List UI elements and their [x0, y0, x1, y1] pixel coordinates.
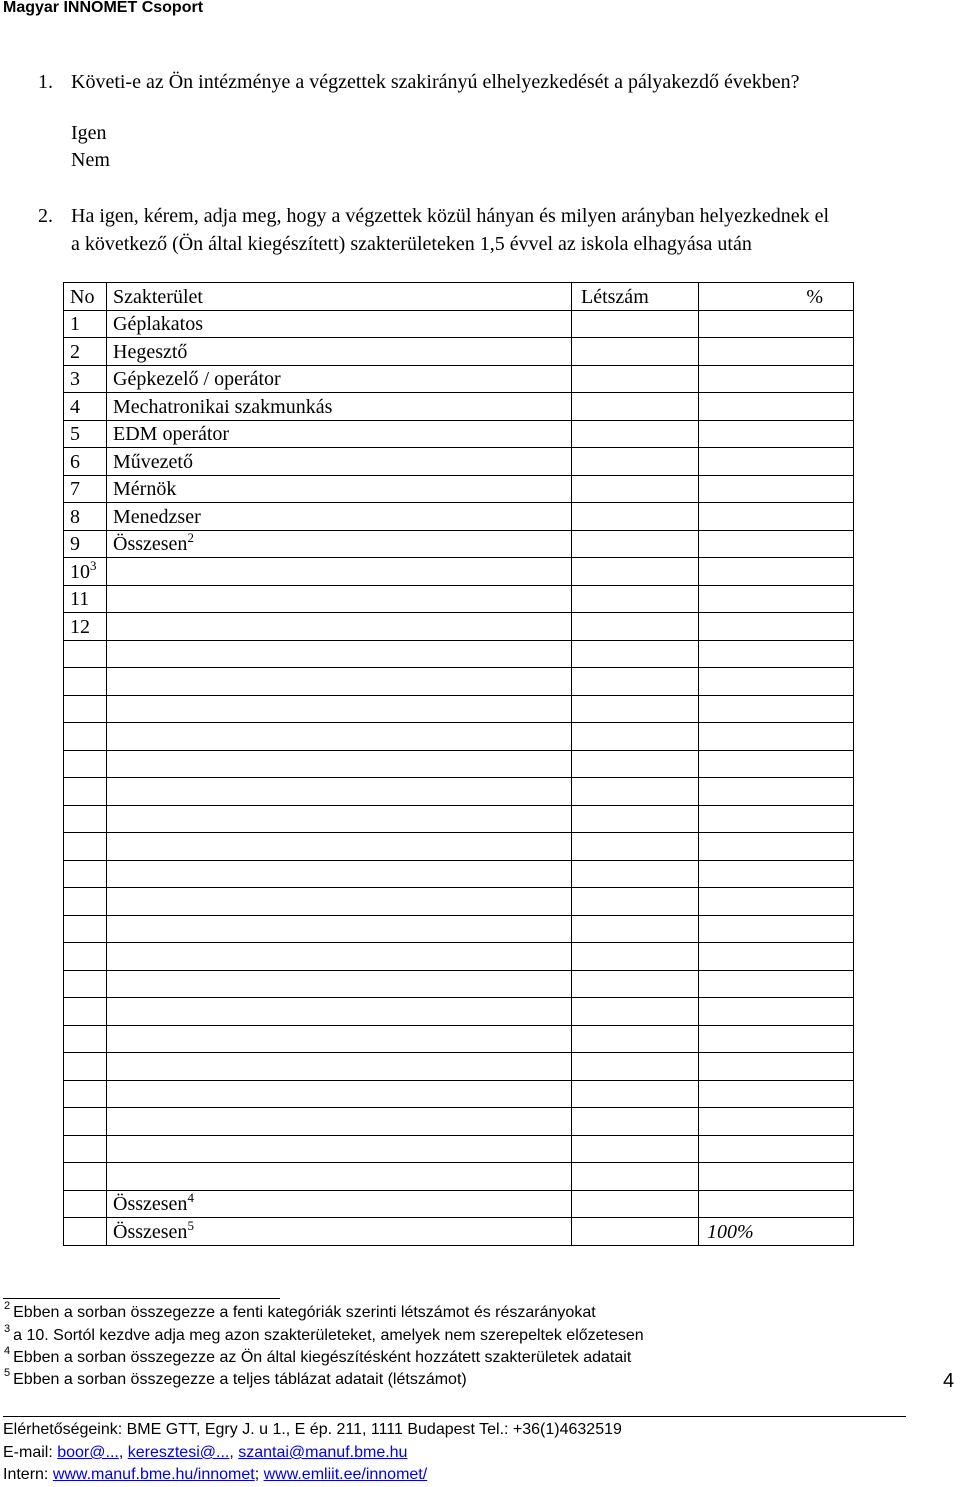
table-row	[64, 310, 854, 338]
row-number-text: 11	[70, 588, 90, 610]
footnote-mark: 5	[4, 1367, 11, 1379]
empty-count-cell[interactable]	[572, 805, 699, 833]
empty-percent-cell[interactable]	[699, 1163, 854, 1191]
empty-percent-cell[interactable]	[699, 888, 854, 916]
empty-count-cell[interactable]	[572, 1108, 699, 1136]
total-number-cell	[64, 1218, 107, 1246]
page-number: 4	[943, 1370, 955, 1392]
row-number	[64, 338, 107, 366]
empty-field-cell[interactable]	[107, 1163, 572, 1191]
organization-header: Magyar INNOMET Csoport	[3, 0, 204, 16]
question-number: 1.	[38, 71, 53, 93]
empty-row	[64, 668, 854, 696]
empty-row	[64, 1135, 854, 1163]
empty-row	[64, 1053, 854, 1081]
email-link-keresztesi[interactable]: keresztesi@...	[127, 1444, 230, 1461]
empty-field-cell[interactable]	[107, 1053, 572, 1081]
empty-number-cell[interactable]	[64, 695, 107, 723]
table-row	[64, 503, 854, 531]
empty-number-cell[interactable]	[64, 750, 107, 778]
empty-number-cell[interactable]	[64, 1135, 107, 1163]
empty-number-cell[interactable]	[64, 668, 107, 696]
empty-field-cell[interactable]	[107, 1025, 572, 1053]
empty-count-cell[interactable]	[572, 640, 699, 668]
empty-number-cell[interactable]	[64, 1108, 107, 1136]
empty-count-cell[interactable]	[572, 1053, 699, 1081]
empty-row	[64, 833, 854, 861]
empty-count-cell[interactable]	[572, 668, 699, 696]
row-field	[107, 475, 572, 503]
empty-percent-cell[interactable]	[699, 833, 854, 861]
empty-field-cell[interactable]	[107, 805, 572, 833]
row-percent-cell[interactable]	[699, 530, 854, 558]
row-number	[64, 365, 107, 393]
row-number	[64, 503, 107, 531]
empty-count-cell[interactable]	[572, 1025, 699, 1053]
row-number-text: 7	[70, 478, 80, 500]
row-percent-cell[interactable]	[699, 613, 854, 641]
row-number	[64, 585, 107, 613]
empty-number-cell[interactable]	[64, 778, 107, 806]
empty-percent-cell[interactable]	[699, 915, 854, 943]
empty-count-cell[interactable]	[572, 778, 699, 806]
footnote-ref: 5	[187, 1217, 194, 1233]
empty-row	[64, 998, 854, 1026]
table-row	[64, 585, 854, 613]
empty-row	[64, 1080, 854, 1108]
empty-field-cell[interactable]	[107, 723, 572, 751]
empty-row	[64, 695, 854, 723]
footer-emails: E-mail: boor@..., keresztesi@..., szantai@manuf.bme.hu	[3, 1444, 408, 1461]
row-count-cell[interactable]	[572, 448, 699, 476]
empty-count-cell[interactable]	[572, 943, 699, 971]
footnote-mark: 4	[4, 1345, 11, 1357]
option-yes: Igen	[71, 122, 107, 144]
empty-field-cell[interactable]	[107, 640, 572, 668]
row-number	[64, 393, 107, 421]
email-link-boor[interactable]: boor@...	[57, 1444, 119, 1461]
empty-percent-cell[interactable]	[699, 970, 854, 998]
empty-percent-cell[interactable]	[699, 1080, 854, 1108]
total-label	[107, 1190, 572, 1218]
question-text-line-1: Ha igen, kérem, adja meg, hogy a végzettek közül hányan és milyen arányban helyezkednek el	[71, 205, 830, 227]
empty-count-cell[interactable]	[572, 860, 699, 888]
empty-field-cell[interactable]	[107, 998, 572, 1026]
empty-number-cell[interactable]	[64, 970, 107, 998]
table-row	[64, 475, 854, 503]
email-link-szantai[interactable]: szantai@manuf.bme.hu	[238, 1444, 408, 1461]
empty-row	[64, 970, 854, 998]
row-percent-cell[interactable]	[699, 503, 854, 531]
row-field	[107, 365, 572, 393]
empty-field-cell[interactable]	[107, 888, 572, 916]
footnote-mark: 2	[4, 1300, 11, 1312]
footer-separator	[3, 1416, 906, 1417]
empty-number-cell[interactable]	[64, 805, 107, 833]
row-field	[107, 420, 572, 448]
empty-percent-cell[interactable]	[699, 695, 854, 723]
empty-field-cell[interactable]	[107, 778, 572, 806]
row-number-text: 10	[70, 560, 90, 583]
total-label-text: Összesen	[113, 1220, 188, 1243]
footnote	[4, 1367, 467, 1389]
row-count-cell[interactable]	[572, 613, 699, 641]
row-percent-cell[interactable]	[699, 585, 854, 613]
row-number	[64, 475, 107, 503]
footnote	[4, 1323, 644, 1345]
empty-percent-cell[interactable]	[699, 1135, 854, 1163]
question-number: 2.	[38, 205, 53, 227]
total-percent	[699, 1190, 854, 1218]
question-text: Követi-e az Ön intézménye a végzettek szakirányú elhelyezkedését a pályakezdő években?	[71, 71, 800, 93]
row-field-text: Művezető	[113, 450, 193, 473]
footnote-separator	[3, 1298, 280, 1299]
footnote-text: Ebben a sorban összegezze az Ön által kiegészítésként hozzátett szakterületek adatait	[13, 1349, 632, 1366]
row-number-text: 6	[70, 450, 80, 473]
row-percent-cell[interactable]	[699, 338, 854, 366]
empty-field-cell[interactable]	[107, 970, 572, 998]
empty-field-cell[interactable]	[107, 750, 572, 778]
footnote-ref: 3	[90, 557, 97, 573]
total-label-text: Összesen	[113, 1193, 188, 1215]
footnote-ref: 4	[187, 1190, 194, 1205]
row-number	[64, 530, 107, 558]
row-count-cell[interactable]	[572, 365, 699, 393]
option-no: Nem	[71, 149, 110, 171]
empty-field-cell[interactable]	[107, 1108, 572, 1136]
empty-field-cell[interactable]	[107, 833, 572, 861]
email-label: E-mail:	[3, 1444, 58, 1461]
row-count-cell[interactable]	[572, 393, 699, 421]
empty-row	[64, 778, 854, 806]
row-field-text: Mérnök	[113, 478, 177, 500]
empty-number-cell[interactable]	[64, 860, 107, 888]
survey-table	[63, 282, 854, 1246]
row-number-text: 9	[70, 533, 80, 555]
empty-number-cell[interactable]	[64, 915, 107, 943]
row-percent-cell[interactable]	[699, 420, 854, 448]
empty-count-cell[interactable]	[572, 750, 699, 778]
total-percent: 100%	[699, 1218, 854, 1246]
header-field: Szakterület	[107, 283, 572, 311]
empty-percent-cell[interactable]	[699, 778, 854, 806]
row-percent-cell[interactable]	[699, 310, 854, 338]
row-percent-cell[interactable]	[699, 448, 854, 476]
total-row	[64, 1218, 854, 1246]
link-manuf-innomet[interactable]: www.manuf.bme.hu/innomet	[52, 1466, 255, 1483]
row-number-text: 1	[70, 313, 80, 335]
empty-count-cell[interactable]	[572, 695, 699, 723]
row-count-cell[interactable]	[572, 420, 699, 448]
row-number	[64, 310, 107, 338]
row-number	[64, 448, 107, 476]
empty-row	[64, 1025, 854, 1053]
empty-number-cell[interactable]	[64, 1053, 107, 1081]
footnote-text: Ebben a sorban összegezze a teljes táblázat adatait (létszámot)	[13, 1371, 467, 1388]
row-percent-cell[interactable]	[699, 393, 854, 421]
empty-count-cell[interactable]	[572, 970, 699, 998]
row-number-text: 8	[70, 505, 80, 528]
empty-row	[64, 723, 854, 751]
empty-row	[64, 640, 854, 668]
row-field-text: Hegesztő	[113, 340, 188, 363]
row-percent-cell[interactable]	[699, 475, 854, 503]
header-count: Létszám	[572, 283, 699, 311]
empty-count-cell[interactable]	[572, 1135, 699, 1163]
table-row	[64, 420, 854, 448]
row-field-text: Összesen	[113, 533, 188, 555]
row-field	[107, 558, 572, 586]
row-number-text: 2	[70, 340, 80, 363]
empty-count-cell[interactable]	[572, 915, 699, 943]
table-row	[64, 613, 854, 641]
footnote	[4, 1345, 632, 1367]
footer-intern: Intern: www.manuf.bme.hu/innomet; www.emliit.ee/innomet/	[3, 1466, 428, 1483]
row-field	[107, 503, 572, 531]
empty-number-cell[interactable]	[64, 998, 107, 1026]
intern-label: Intern:	[3, 1466, 53, 1483]
empty-count-cell[interactable]	[572, 1163, 699, 1191]
empty-field-cell[interactable]	[107, 695, 572, 723]
empty-count-cell[interactable]	[572, 1080, 699, 1108]
empty-percent-cell[interactable]	[699, 640, 854, 668]
empty-number-cell[interactable]	[64, 1025, 107, 1053]
empty-number-cell[interactable]	[64, 1080, 107, 1108]
footnote-text: Ebben a sorban összegezze a fenti kategóriák szerinti létszámot és részarányokat	[13, 1304, 596, 1321]
row-percent-cell[interactable]	[699, 558, 854, 586]
total-row	[64, 1190, 854, 1218]
empty-percent-cell[interactable]	[699, 805, 854, 833]
row-count-cell[interactable]	[572, 558, 699, 586]
row-number-text: 3	[70, 368, 80, 390]
empty-number-cell[interactable]	[64, 640, 107, 668]
footnote	[4, 1300, 596, 1322]
row-field	[107, 585, 572, 613]
header-no: No	[64, 283, 107, 311]
empty-percent-cell[interactable]	[699, 1108, 854, 1136]
row-number	[64, 558, 107, 586]
empty-number-cell[interactable]	[64, 1163, 107, 1191]
empty-percent-cell[interactable]	[699, 750, 854, 778]
footnote-text: a 10. Sortól kezdve adja meg azon szakterületeket, amelyek nem szerepeltek előzetesen	[13, 1327, 644, 1344]
row-field	[107, 613, 572, 641]
table-row	[64, 393, 854, 421]
row-number-text: 4	[70, 395, 80, 418]
row-count-cell[interactable]	[572, 475, 699, 503]
table-header-row	[64, 283, 854, 311]
row-field	[107, 338, 572, 366]
empty-number-cell[interactable]	[64, 723, 107, 751]
empty-percent-cell[interactable]	[699, 1053, 854, 1081]
row-field-text: Gépkezelő / operátor	[113, 368, 281, 390]
row-field	[107, 448, 572, 476]
empty-count-cell[interactable]	[572, 833, 699, 861]
header-percent: %	[699, 283, 854, 311]
empty-field-cell[interactable]	[107, 915, 572, 943]
row-number	[64, 613, 107, 641]
row-field-text: EDM operátor	[113, 423, 230, 445]
total-label	[107, 1218, 572, 1246]
table-row	[64, 365, 854, 393]
empty-percent-cell[interactable]	[699, 943, 854, 971]
footer-contact: Elérhetőségeink: BME GTT, Egry J. u 1., E ép. 211, 1111 Budapest Tel.: +36(1)4632519	[3, 1421, 622, 1438]
row-count-cell[interactable]	[572, 338, 699, 366]
row-field-text: Mechatronikai szakmunkás	[113, 395, 333, 418]
empty-count-cell[interactable]	[572, 888, 699, 916]
empty-count-cell[interactable]	[572, 998, 699, 1026]
row-number-text: 5	[70, 423, 80, 445]
empty-field-cell[interactable]	[107, 1135, 572, 1163]
empty-field-cell[interactable]	[107, 860, 572, 888]
empty-row	[64, 915, 854, 943]
empty-row	[64, 1163, 854, 1191]
row-field	[107, 530, 572, 558]
link-emliit-innomet[interactable]: www.emliit.ee/innomet/	[263, 1466, 428, 1483]
row-field-text: Géplakatos	[113, 313, 203, 335]
row-count-cell[interactable]	[572, 310, 699, 338]
empty-number-cell[interactable]	[64, 943, 107, 971]
table-row	[64, 448, 854, 476]
empty-percent-cell[interactable]	[699, 860, 854, 888]
empty-percent-cell[interactable]	[699, 668, 854, 696]
row-count-cell[interactable]	[572, 585, 699, 613]
empty-field-cell[interactable]	[107, 668, 572, 696]
empty-percent-cell[interactable]	[699, 1025, 854, 1053]
empty-percent-cell[interactable]	[699, 723, 854, 751]
footnote-ref: 2	[187, 530, 194, 545]
empty-field-cell[interactable]	[107, 1080, 572, 1108]
row-number	[64, 420, 107, 448]
empty-percent-cell[interactable]	[699, 998, 854, 1026]
row-field	[107, 393, 572, 421]
row-count-cell[interactable]	[572, 530, 699, 558]
total-count-cell	[572, 1190, 699, 1218]
row-percent-cell[interactable]	[699, 365, 854, 393]
empty-count-cell[interactable]	[572, 723, 699, 751]
empty-row	[64, 750, 854, 778]
total-count-cell	[572, 1218, 699, 1246]
total-number-cell	[64, 1190, 107, 1218]
table-row	[64, 558, 854, 586]
row-number-text: 12	[70, 615, 90, 638]
empty-number-cell[interactable]	[64, 888, 107, 916]
empty-row	[64, 1108, 854, 1136]
empty-number-cell[interactable]	[64, 833, 107, 861]
footnote-mark: 3	[4, 1323, 11, 1335]
row-field	[107, 310, 572, 338]
empty-field-cell[interactable]	[107, 943, 572, 971]
table-row	[64, 338, 854, 366]
row-count-cell[interactable]	[572, 503, 699, 531]
table-row	[64, 530, 854, 558]
row-field-text: Menedzser	[113, 505, 201, 528]
empty-row	[64, 943, 854, 971]
empty-row	[64, 860, 854, 888]
question-text-line-2: a következő (Ön által kiegészített) szakterületeken 1,5 évvel az iskola elhagyása után	[71, 233, 752, 255]
empty-row	[64, 888, 854, 916]
empty-row	[64, 805, 854, 833]
